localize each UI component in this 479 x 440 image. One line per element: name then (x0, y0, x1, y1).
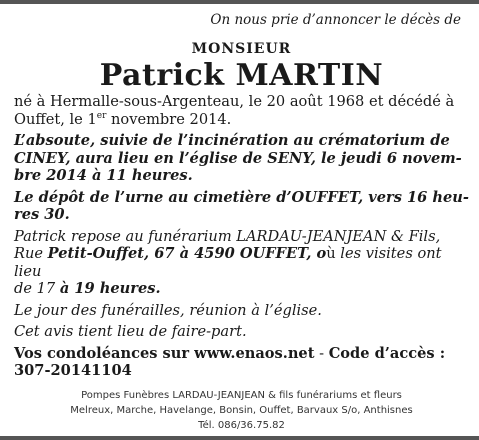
birth-line-2b: novembre 2014. (106, 110, 232, 128)
condolences-paragraph (14, 345, 469, 380)
access-code-label: Code d’accès : (328, 344, 446, 362)
honorific: MONSIEUR (191, 40, 292, 57)
funerarium-address: Petit-Ouffet, 67 à 4590 OUFFET, o (47, 245, 327, 262)
urn-line-1: Le dépôt de l’urne au cimetière d’OUFFET, vers 16 heu- (14, 188, 469, 206)
urn-paragraph (14, 189, 469, 224)
access-code: 307-20141104 (14, 362, 132, 379)
visit-hours: à 19 heures. (59, 280, 161, 297)
absoute-line-2: CINEY, aura lieu en l’église de SENY, le jeudi 6 novem- (14, 149, 462, 167)
footer-line-1: Pompes Funèbres LARDAU-JEANJEAN & fils funérariums et fleurs (81, 389, 402, 401)
footer-phone: Tél. 086/36.75.82 (198, 419, 285, 431)
condolences-separator: - (314, 344, 329, 362)
intro-text: On nous prie d’annoncer le décès de (210, 12, 461, 28)
funeral-day-text: Le jour des funérailles, réunion à l’église. (14, 301, 322, 319)
absoute-paragraph (14, 132, 469, 185)
faire-part-text: Cet avis tient lieu de faire-part. (14, 323, 247, 340)
funerarium-line-3-pre: de 17 (14, 280, 60, 297)
birth-paragraph (14, 93, 469, 128)
funerarium-paragraph (14, 228, 469, 298)
deceased-name: Patrick MARTIN (99, 57, 384, 93)
footer-line-2: Melreux, Marche, Havelange, Bonsin, Ouffet, Barvaux S/o, Anthisnes (70, 404, 413, 416)
birth-ordinal: er (96, 110, 107, 121)
funerarium-line-2-reg: ù (326, 245, 336, 262)
condolences-link[interactable]: Vos condoléances sur www.enaos.net (14, 344, 315, 362)
funeral-home-footer (14, 388, 469, 433)
urn-line-2: res 30. (14, 206, 70, 223)
absoute-line-1: L’absoute, suivie de l’incinération au crématorium de (14, 132, 450, 149)
funerarium-line-1: Patrick repose au funérarium LARDAU-JEANJEAN & Fils, (14, 227, 441, 245)
birth-line-2a: Ouffet, le 1 (14, 110, 97, 128)
absoute-line-3: bre 2014 à 11 heures. (14, 167, 193, 184)
funerarium-line-2-pre: Rue (14, 245, 48, 262)
funerarium-line-2-post: les visites ont lieu (14, 245, 442, 280)
birth-line-1: né à Hermalle-sous-Argenteau, le 20 août 1968 et décédé à (14, 93, 455, 110)
bottom-rule (0, 436, 479, 440)
